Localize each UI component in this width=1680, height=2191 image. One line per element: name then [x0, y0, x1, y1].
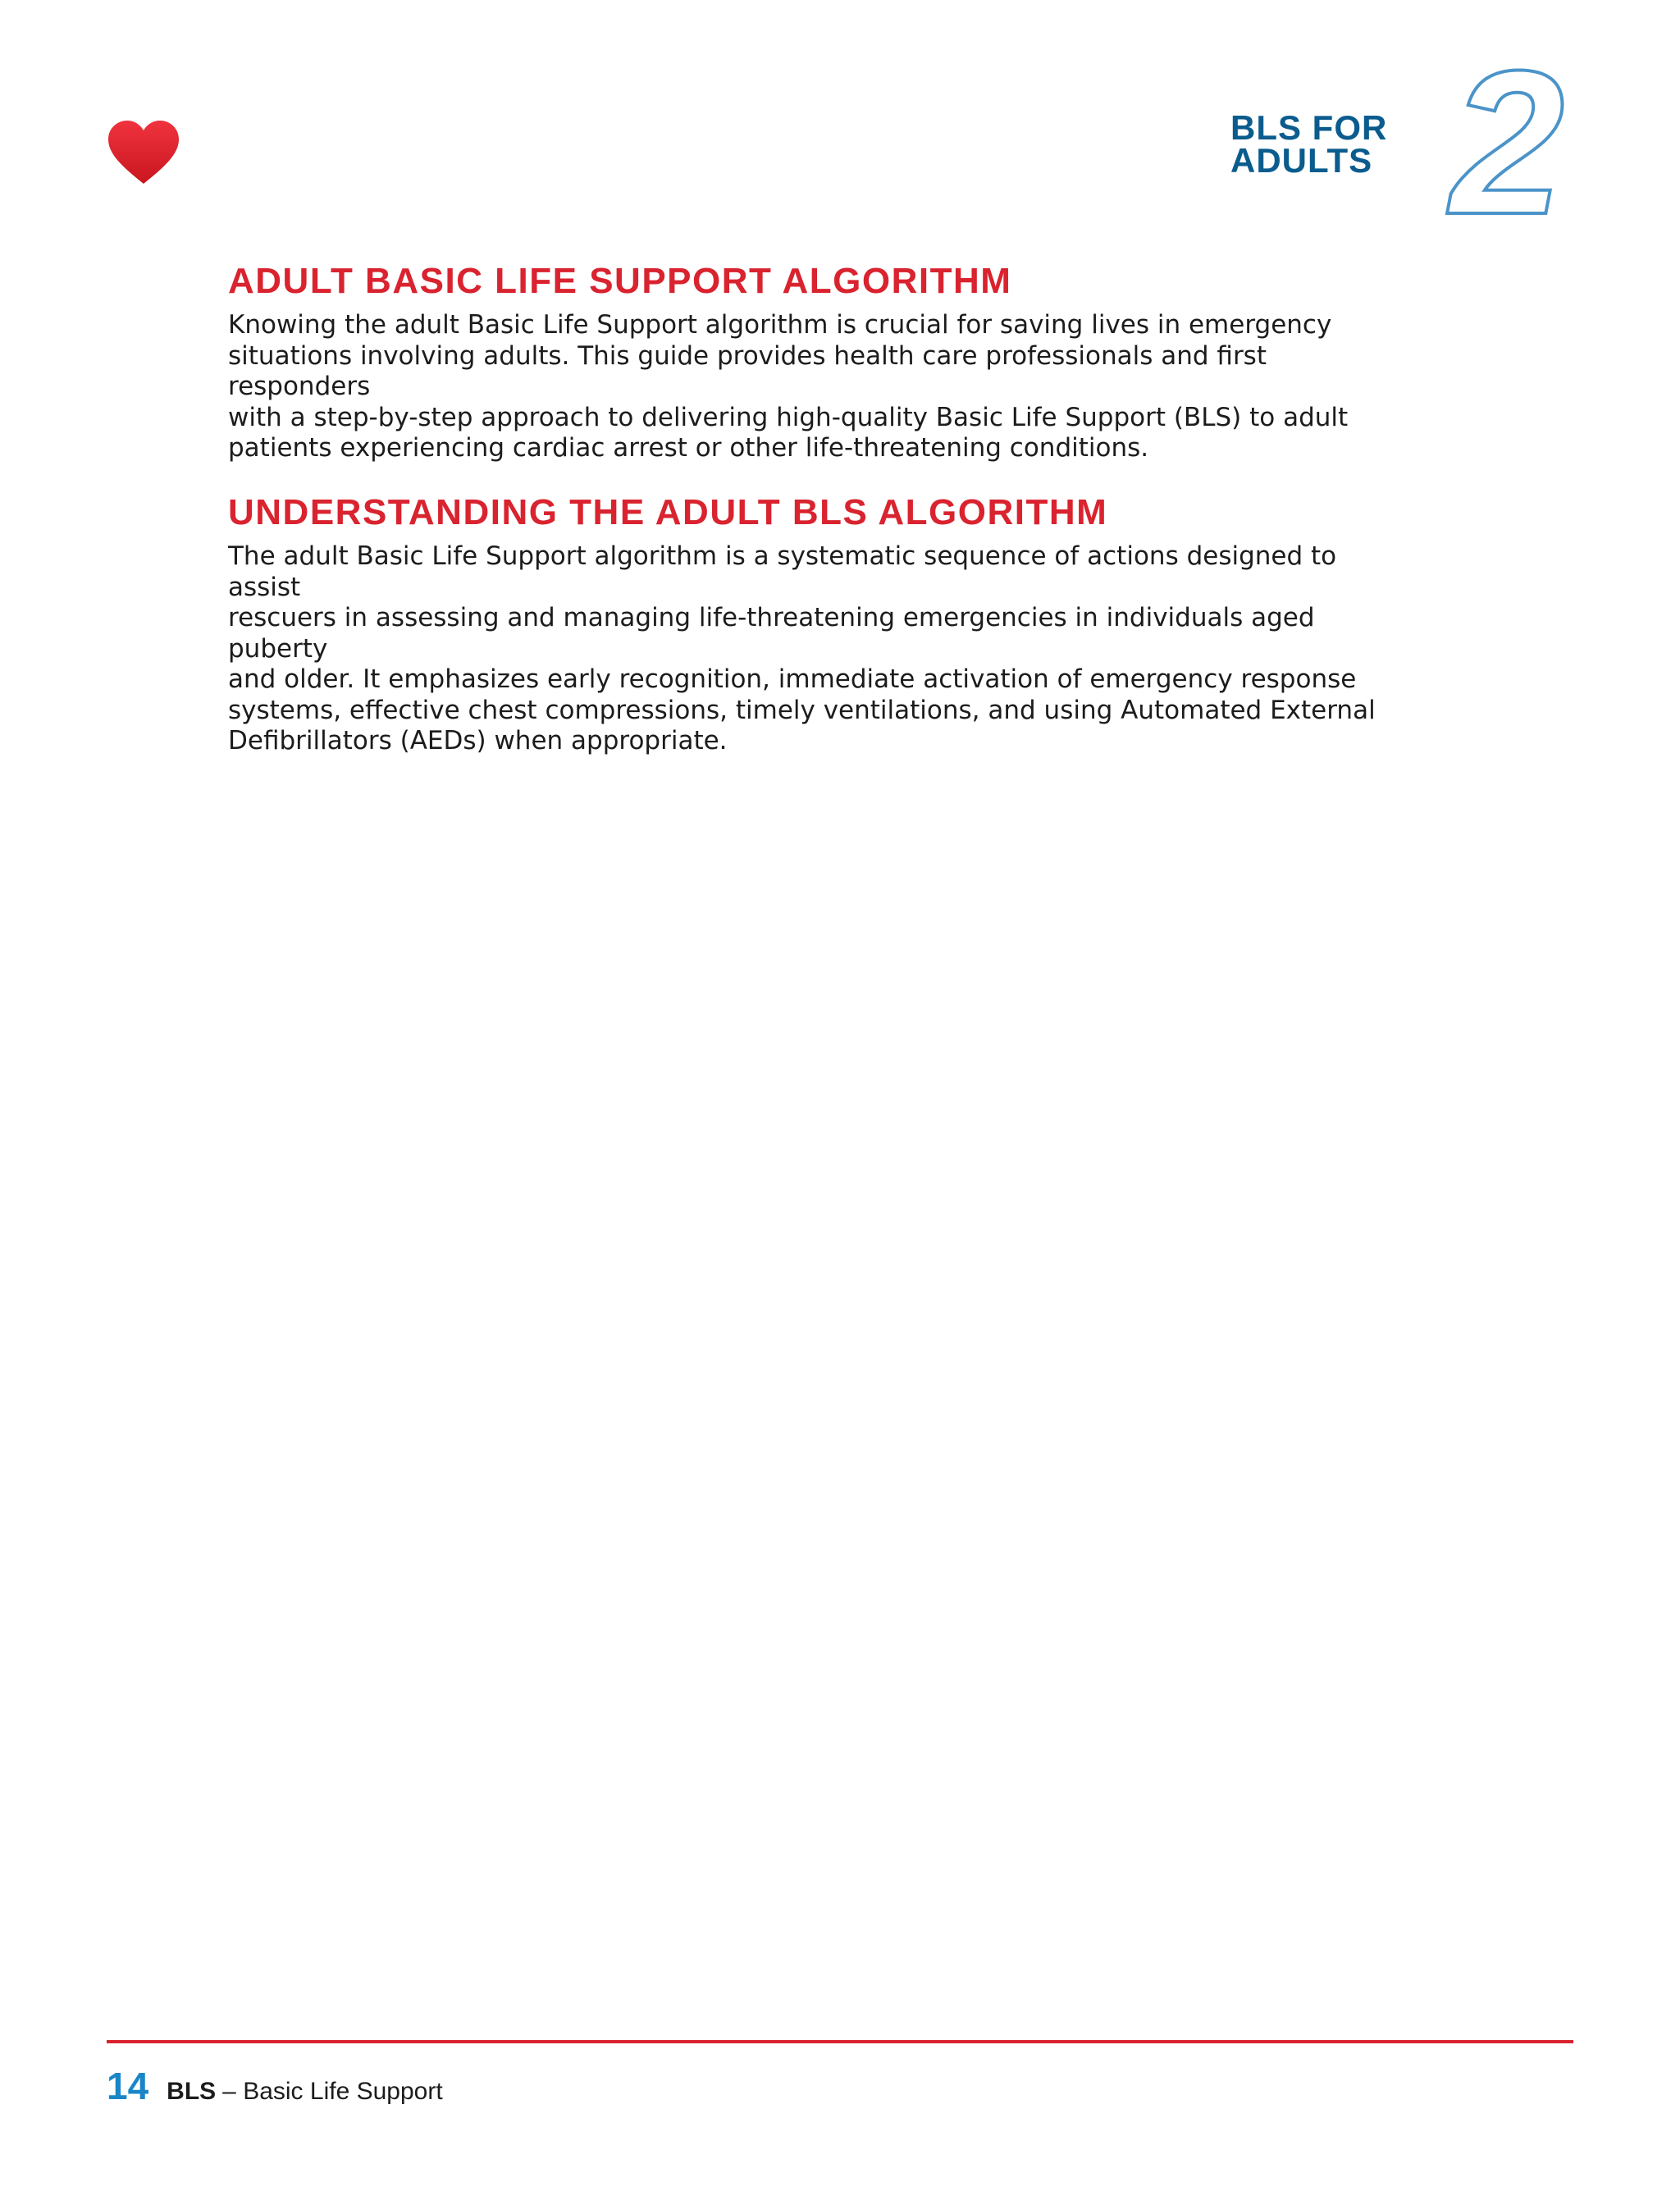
chapter-number — [1444, 49, 1575, 230]
heart-icon — [107, 120, 180, 185]
page-number: 14 — [107, 2065, 149, 2107]
body-line: Defibrillators (AEDs) when appropriate. — [228, 726, 728, 755]
body-line: situations involving adults. This guide provides health care professionals and first responders — [228, 340, 1267, 401]
footer-publication-abbrev: BLS — [167, 2078, 217, 2105]
body-line: and older. It emphasizes early recognition, immediate activation of emergency response — [228, 664, 1357, 694]
section-heading: ADULT BASIC LIFE SUPPORT ALGORITHM — [228, 261, 1012, 301]
footer-divider — [107, 2040, 1573, 2043]
chapter-number-text: 2 — [1450, 49, 1565, 230]
chapter-title — [1230, 108, 1444, 180]
footer-publication-title: – Basic Life Support — [222, 2078, 443, 2105]
section-body — [228, 310, 1409, 464]
section-heading: UNDERSTANDING THE ADULT BLS ALGORITHM — [228, 492, 1108, 532]
chapter-title-line2: ADULTS — [1230, 141, 1373, 180]
body-line: with a step-by-step approach to delivering high-quality Basic Life Support (BLS) to adult — [228, 402, 1349, 432]
body-line: patients experiencing cardiac arrest or other life-threatening conditions. — [228, 433, 1149, 463]
section-understanding-bls-algorithm — [228, 492, 1409, 757]
body-line: rescuers in assessing and managing life-threatening emergencies in individuals aged puberty — [228, 603, 1315, 664]
footer — [107, 2064, 443, 2113]
section-adult-bls-algorithm — [228, 261, 1409, 464]
body-line: The adult Basic Life Support algorithm is a systematic sequence of actions designed to assist — [228, 541, 1337, 602]
section-body — [228, 541, 1409, 757]
chapter-title-line1: BLS FOR — [1230, 108, 1388, 147]
body-line: systems, effective chest compressions, timely ventilations, and using Automated External — [228, 695, 1376, 725]
body-line: Knowing the adult Basic Life Support algorithm is crucial for saving lives in emergency — [228, 310, 1332, 340]
